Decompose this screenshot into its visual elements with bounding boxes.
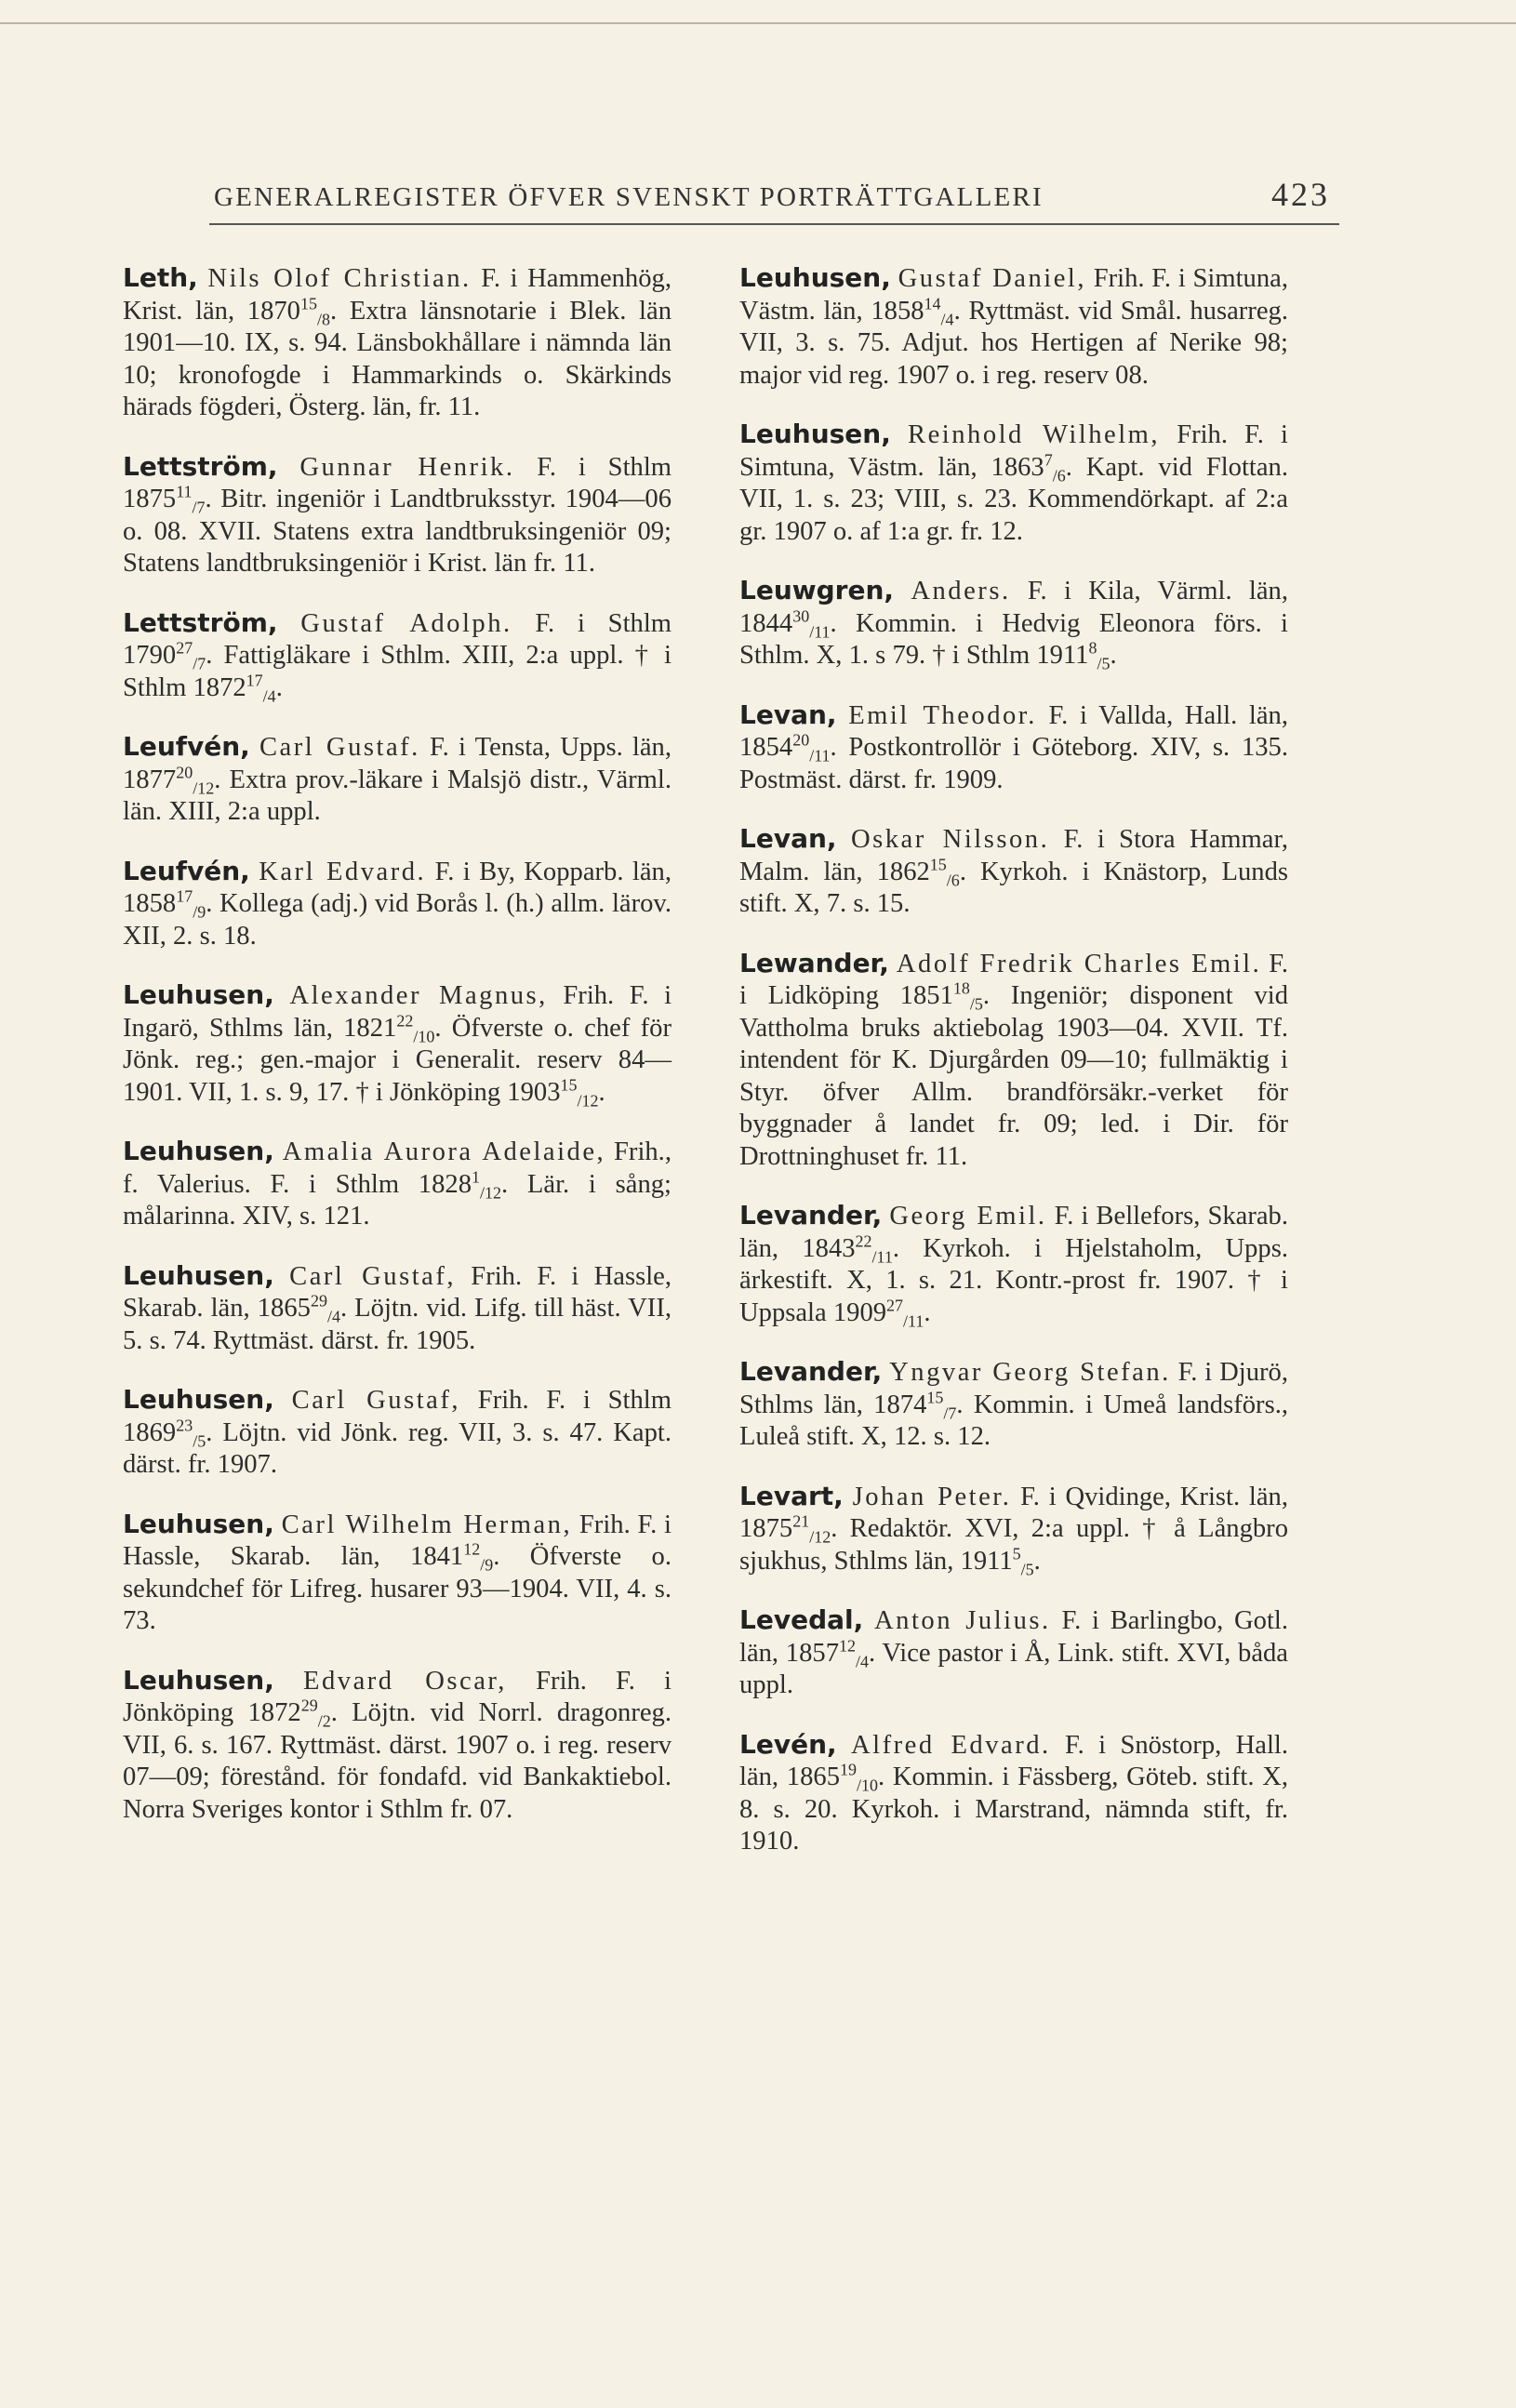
date-month-subscript: /6 [946, 871, 960, 890]
entry-text: . Kommin. i Umeå landsförs., Luleå stift. X, 12. s. 12. [739, 1390, 1288, 1451]
entry-text: . [275, 672, 283, 702]
date-day-superscript: 12 [839, 1635, 856, 1655]
date-day-superscript: 20 [176, 762, 193, 781]
register-entry [739, 823, 1288, 921]
register-entry [739, 262, 1288, 392]
register-entry [739, 1200, 1288, 1329]
date-day-superscript: 15 [299, 293, 317, 313]
register-entry [123, 856, 672, 953]
entry-text: . Kollega (adj.) vid Borås l. (h.) allm. lärov. XII, 2. s. 18. [123, 889, 672, 951]
date-day-superscript: 27 [886, 1295, 904, 1314]
entry-text: Frih. F. i Ingarö, Sthlms län, 1821 [123, 981, 672, 1043]
entry-text: Frih. F. i Hassle, Skarab. län, 1865 [123, 1261, 672, 1323]
entry-text: F. i Djurö, Sthlms län, 1874 [739, 1358, 1288, 1419]
entry-surname: Leuhusen, [123, 1664, 274, 1696]
entry-text: . Ingeniör; disponent vid Vattholma bruks aktiebolag 1903—04. XVII. Tf. intendent för K. Djurgården 09—10; fullmäktig i Styr. öfver Allm. brandförsäkr.-verket för byggnader å landet fr. 09; led. i Dir. för Drottninghuset fr. 11. [739, 981, 1288, 1171]
entry-given-names: Emil Theodor. [848, 700, 1037, 730]
entry-given-names: Carl Gustaf, [289, 1261, 457, 1291]
entry-text: F. i By, Kopparb. län, 1858 [123, 857, 672, 918]
register-entry [123, 607, 672, 705]
entry-text: Frih. F. i Sthlm 1869 [123, 1386, 672, 1447]
date-day-superscript: 8 [1088, 638, 1097, 658]
entry-text: . Extra prov.-läkare i Malsjö distr., Värml. län. XIII, 2:a uppl. [123, 765, 672, 826]
entry-surname: Leuhusen, [123, 1136, 274, 1166]
entry-surname: Leuhusen, [739, 419, 891, 449]
register-entry [739, 1604, 1288, 1702]
entry-surname: Levart, [739, 1480, 844, 1511]
entry-text: . Fattigläkare i Sthlm. XIII, 2:a uppl. † i Sthlm 1872 [123, 641, 672, 702]
entry-text: F. i Stora Hammar, Malm. län, 1862 [739, 825, 1288, 886]
entry-text: . [1110, 641, 1117, 670]
date-day-superscript: 23 [176, 1415, 193, 1434]
header-title: GENERALREGISTER ÖFVER SVENSKT PORTRÄTTGALLERI [214, 182, 1044, 212]
date-day-superscript: 15 [560, 1074, 578, 1094]
register-entry [739, 699, 1288, 797]
register-entry [739, 1481, 1288, 1578]
entry-given-names: Yngvar Georg Stefan. [889, 1358, 1171, 1387]
entry-text: Frih. F. i Simtuna, Västm. län, 1858 [739, 264, 1288, 326]
entry-text: . Kommin. i Hedvig Eleonora förs. i Sthlm. X, 1. s 79. † i Sthlm 1911 [739, 608, 1288, 670]
date-month-subscript: /12 [809, 1527, 831, 1547]
date-month-subscript: /11 [903, 1311, 924, 1331]
right-column [739, 262, 1288, 1885]
entry-text: . Öfverste o. chef för Jönk. reg.; gen.-major i Generalit. reserv 84—1901. VII, 1. s. 9, 17. † i Jönköping 1903 [123, 1013, 672, 1107]
entry-text: F. i Lidköping 1851 [739, 949, 1288, 1010]
entry-text: Frih. F. i Simtuna, Västm. län, 1863 [739, 420, 1289, 482]
entry-given-names: Carl Gustaf. [259, 733, 420, 762]
date-day-superscript: 7 [1044, 449, 1053, 469]
date-month-subscript: /12 [577, 1091, 599, 1111]
entry-surname: Levan, [739, 698, 837, 730]
entry-given-names: Karl Edvard. [259, 857, 427, 886]
register-entry [739, 948, 1288, 1174]
entry-given-names: Gustaf Adolph. [300, 608, 512, 638]
entry-text: . Kyrkoh. i Hjelstaholm, Upps. ärkestift. X, 1. s. 21. Kontr.-prost fr. 1907. † i Uppsala 1909 [739, 1233, 1288, 1327]
entry-given-names: Gustaf Daniel, [898, 264, 1086, 293]
entry-text: . [1033, 1546, 1041, 1576]
date-month-subscript: /4 [262, 686, 276, 706]
date-day-superscript: 27 [176, 638, 193, 658]
entry-given-names: Nils Olof Christian. [207, 264, 472, 293]
entry-given-names: Reinhold Wilhelm, [908, 420, 1161, 449]
entry-text: F. i Sthlm 1790 [123, 608, 672, 670]
date-day-superscript: 30 [792, 605, 810, 625]
date-day-superscript: 15 [926, 1387, 944, 1406]
register-entry [123, 262, 672, 424]
entry-text: F. i Kila, Värml. län, 1844 [739, 577, 1288, 638]
entry-text: Frih. F. i Hassle, Skarab. län, 1841 [123, 1510, 672, 1571]
entry-surname: Levan, [739, 823, 837, 854]
entry-text: F. i Tensta, Upps. län, 1877 [123, 733, 672, 794]
date-day-superscript: 11 [176, 482, 193, 501]
date-month-subscript: /7 [943, 1404, 957, 1423]
entry-surname: Lettström, [123, 606, 278, 638]
date-month-subscript: /2 [317, 1711, 331, 1731]
entry-text: . Kapt. vid Flottan. VII, 1. s. 23; VIII, s. 23. Kommendörkapt. af 2:a gr. 1907 o. af 1:a gr. fr. 12. [739, 452, 1289, 546]
entry-text: . Postkontrollör i Göteborg. XIV, s. 135. Postmäst. därst. fr. 1909. [739, 733, 1288, 794]
date-month-subscript: /11 [809, 622, 831, 642]
entry-given-names: Amalia Aurora Adelaide, [282, 1137, 606, 1166]
entry-text: . Vice pastor i Å, Link. stift. XVI, båda uppl. [739, 1638, 1288, 1699]
entry-given-names: Adolf Fredrik Charles Emil. [896, 949, 1262, 978]
entry-given-names: Carl Wilhelm Herman, [281, 1510, 573, 1539]
date-day-superscript: 22 [396, 1010, 414, 1030]
entry-text: . Löjtn. vid Norrl. dragonreg. VII, 6. s. 167. Ryttmäst. därst. 1907 o. i reg. reserv 07—09; förestånd. för fondafd. vid Bankaktiebol. Norra Sveriges kontor i Sthlm fr. 07. [123, 1698, 672, 1824]
date-month-subscript: /5 [193, 1431, 206, 1451]
entry-surname: Leuhusen, [123, 1259, 274, 1291]
entry-text: . Ryttmäst. vid Smål. husarreg. VII, 3. s. 75. Adjut. hos Hertigen af Nerike 98; major vid reg. 1907 o. i reg. reserv 08. [739, 296, 1288, 390]
date-day-superscript: 29 [310, 1291, 327, 1310]
date-month-subscript: /5 [969, 994, 983, 1014]
entry-given-names: Johan Peter. [852, 1482, 1012, 1511]
date-day-superscript: 19 [840, 1760, 857, 1779]
register-entry [123, 731, 672, 829]
entry-text: F. i Barlingbo, Gotl. län, 1857 [739, 1606, 1288, 1668]
date-month-subscript: /9 [480, 1555, 494, 1575]
entry-text: F. i Hammenhög, Krist. län, 1870 [123, 264, 672, 326]
left-column [123, 262, 672, 1853]
entry-surname: Leufvén, [123, 731, 250, 762]
register-entry [123, 1260, 672, 1358]
register-entry [739, 575, 1288, 672]
date-month-subscript: /12 [480, 1183, 502, 1203]
entry-surname: Leth, [123, 262, 198, 293]
date-day-superscript: 17 [176, 886, 193, 906]
entry-surname: Leufvén, [123, 855, 250, 886]
date-day-superscript: 14 [924, 293, 941, 313]
date-month-subscript: /12 [193, 778, 215, 798]
register-entry [123, 979, 672, 1109]
entry-text: F. i Snöstorp, Hall. län, 1865 [739, 1730, 1288, 1791]
entry-given-names: Gunnar Henrik. [299, 452, 515, 482]
register-entry [123, 451, 672, 580]
entry-text: F. i Qvidinge, Krist. län, 1875 [739, 1482, 1288, 1543]
entry-surname: Lettström, [123, 450, 278, 482]
page-number: 423 [1271, 176, 1330, 213]
date-day-superscript: 21 [792, 1511, 810, 1531]
entry-text: Frih. F. i Jönköping 1872 [123, 1666, 672, 1727]
entry-surname: Levander, [739, 1200, 883, 1231]
entry-given-names: Anton Julius. [874, 1606, 1051, 1635]
date-month-subscript: /9 [193, 902, 206, 922]
date-month-subscript: /5 [1097, 654, 1110, 673]
date-month-subscript: /10 [413, 1027, 435, 1046]
date-month-subscript: /6 [1052, 466, 1066, 486]
entry-text: F. i Vallda, Hall. län, 1854 [739, 700, 1288, 762]
date-month-subscript: /8 [316, 310, 330, 329]
running-header [214, 175, 1330, 220]
entry-surname: Leuhusen, [123, 979, 274, 1010]
date-month-subscript: /4 [856, 1652, 870, 1671]
date-month-subscript: /10 [857, 1776, 879, 1795]
date-day-superscript: 20 [792, 730, 810, 750]
date-day-superscript: 18 [952, 978, 970, 998]
entry-text: . Löjtn. vid. Lifg. till häst. VII, 5. s. 74. Ryttmäst. därst. fr. 1905. [123, 1294, 672, 1355]
entry-surname: Levander, [739, 1356, 883, 1387]
date-day-superscript: 5 [1012, 1543, 1021, 1563]
register-entry [123, 1665, 672, 1827]
date-month-subscript: /5 [1020, 1560, 1034, 1579]
date-month-subscript: /7 [192, 498, 206, 517]
entry-text: . Löjtn. vid Jönk. reg. VII, 3. s. 47. Kapt. därst. fr. 1907. [123, 1417, 672, 1479]
register-entry [739, 1356, 1288, 1454]
date-month-subscript: /4 [940, 310, 954, 329]
entry-text: . Öfverste o. sekundchef för Lifreg. husarer 93—1904. VII, 4. s. 73. [123, 1542, 672, 1635]
date-day-superscript: 12 [463, 1539, 481, 1559]
date-day-superscript: 15 [929, 854, 947, 873]
entry-text: . Lär. i sång; målarinna. XIV, s. 121. [123, 1169, 672, 1231]
entry-surname: Leuhusen, [123, 1508, 274, 1539]
entry-text: . Kyrkoh. i Knästorp, Lunds stift. X, 7. s. 15. [739, 857, 1289, 918]
entry-given-names: Alfred Edvard. [851, 1730, 1051, 1760]
date-month-subscript: /7 [193, 654, 206, 673]
entry-given-names: Edvard Oscar, [303, 1666, 507, 1696]
entry-text: F. i Sthlm 1875 [123, 452, 672, 513]
header-rule [209, 223, 1339, 225]
register-entry [123, 1136, 672, 1233]
entry-surname: Leuhusen, [739, 262, 891, 293]
entry-text: . [598, 1077, 605, 1107]
register-entry [123, 1384, 672, 1482]
entry-text: . Redaktör. XVI, 2:a uppl. † å Långbro sjukhus, Sthlms län, 1911 [739, 1514, 1288, 1576]
entry-text: . Extra länsnotarie i Blek. län 1901—10. IX, s. 94. Länsbokhållare i nämnda län 10; kronofogde i Hammarkinds o. Skärkinds härads fögderi, Österg. län, fr. 11. [123, 296, 672, 421]
entry-text: Frih., f. Valerius. F. i Sthlm 1828 [123, 1137, 672, 1199]
entry-text: . Bitr. ingeniör i Landtbruksstyr. 1904—06 o. 08. XVII. Statens extra landtbruksingeniör 09; Statens landtbruksingeniör i Krist. län fr. 11. [123, 485, 672, 578]
entry-given-names: Carl Gustaf, [291, 1386, 461, 1415]
entry-surname: Leuwgren, [739, 575, 895, 605]
entry-surname: Lewander, [739, 947, 889, 978]
entry-given-names: Oskar Nilsson. [850, 825, 1050, 854]
entry-text: . Kommin. i Fässberg, Göteb. stift. X, 8. s. 20. Kyrkoh. i Marstrand, nämnda stift, fr. 1910. [739, 1763, 1289, 1856]
entry-surname: Leuhusen, [123, 1384, 274, 1415]
date-month-subscript: /4 [326, 1307, 340, 1326]
entry-text: . [924, 1297, 931, 1327]
date-day-superscript: 22 [855, 1231, 872, 1250]
entry-text: F. i Bellefors, Skarab. län, 1843 [739, 1202, 1288, 1263]
register-entry [739, 1729, 1288, 1858]
entry-given-names: Anders. [911, 577, 1011, 605]
date-month-subscript: /11 [809, 746, 831, 765]
date-day-superscript: 17 [246, 670, 263, 689]
date-day-superscript: 29 [300, 1696, 318, 1715]
date-month-subscript: /11 [871, 1247, 893, 1267]
date-day-superscript: 1 [472, 1166, 480, 1186]
register-entry [123, 1509, 672, 1638]
entry-given-names: Alexander Magnus, [289, 981, 548, 1010]
register-entry [739, 419, 1288, 548]
top-edge-rule [0, 22, 1516, 24]
entry-surname: Levedal, [739, 1604, 864, 1635]
entry-given-names: Georg Emil. [889, 1202, 1047, 1231]
entry-surname: Levén, [739, 1728, 837, 1760]
